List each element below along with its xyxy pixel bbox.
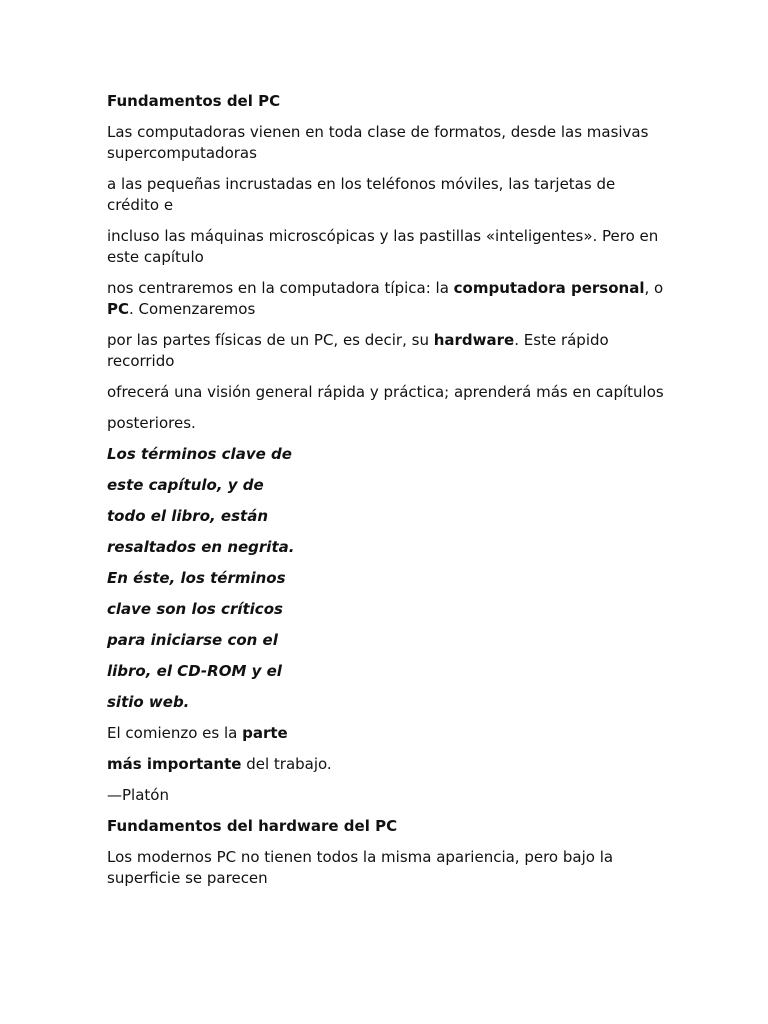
- section-heading: Fundamentos del hardware del PC: [107, 817, 398, 835]
- key-term: computadora personal: [453, 279, 645, 297]
- paragraph: ofrecerá una visión general rápida y práctica; aprenderá más en capítulos: [107, 383, 664, 401]
- sidebar-note-line: Los términos clave de: [107, 445, 292, 463]
- sidebar-note-line: para iniciarse con el: [107, 631, 278, 649]
- key-term: hardware: [433, 331, 515, 349]
- document-page: [107, 91, 667, 899]
- paragraph: [107, 330, 667, 372]
- quote-line: [107, 754, 667, 775]
- sidebar-note-line: sitio web.: [107, 693, 190, 711]
- paragraph: [107, 278, 667, 320]
- key-term: parte: [242, 724, 288, 742]
- text-run: . Este rápido recorrido: [107, 331, 609, 370]
- key-term: PC: [107, 300, 130, 318]
- paragraph: Los modernos PC no tienen todos la misma apariencia, pero bajo la superficie se parecen: [107, 848, 614, 887]
- text-run: . Comenzaremos: [129, 300, 256, 318]
- sidebar-note-line: clave son los críticos: [107, 600, 283, 618]
- paragraph: Las computadoras vienen en toda clase de formatos, desde las masivas supercomputadoras: [107, 123, 649, 162]
- text-run: El comienzo es la: [107, 724, 243, 742]
- quote-author: —Platón: [107, 786, 169, 804]
- sidebar-note-line: este capítulo, y de: [107, 476, 264, 494]
- sidebar-note-line: todo el libro, están: [107, 507, 268, 525]
- sidebar-note-line: libro, el CD-ROM y el: [107, 662, 282, 680]
- quote-line: [107, 723, 667, 744]
- section-heading: Fundamentos del PC: [107, 92, 281, 110]
- text-run: , o: [644, 279, 664, 297]
- sidebar-note-line: En éste, los términos: [107, 569, 286, 587]
- sidebar-note-line: resaltados en negrita.: [107, 538, 295, 556]
- key-term: más importante: [107, 755, 242, 773]
- paragraph: incluso las máquinas microscópicas y las pastillas «inteligentes». Pero en este capítulo: [107, 227, 659, 266]
- paragraph: posteriores.: [107, 414, 196, 432]
- text-run: del trabajo.: [241, 755, 332, 773]
- text-run: por las partes físicas de un PC, es decir, su: [107, 331, 434, 349]
- paragraph: a las pequeñas incrustadas en los teléfonos móviles, las tarjetas de crédito e: [107, 175, 616, 214]
- text-run: nos centraremos en la computadora típica: la: [107, 279, 454, 297]
